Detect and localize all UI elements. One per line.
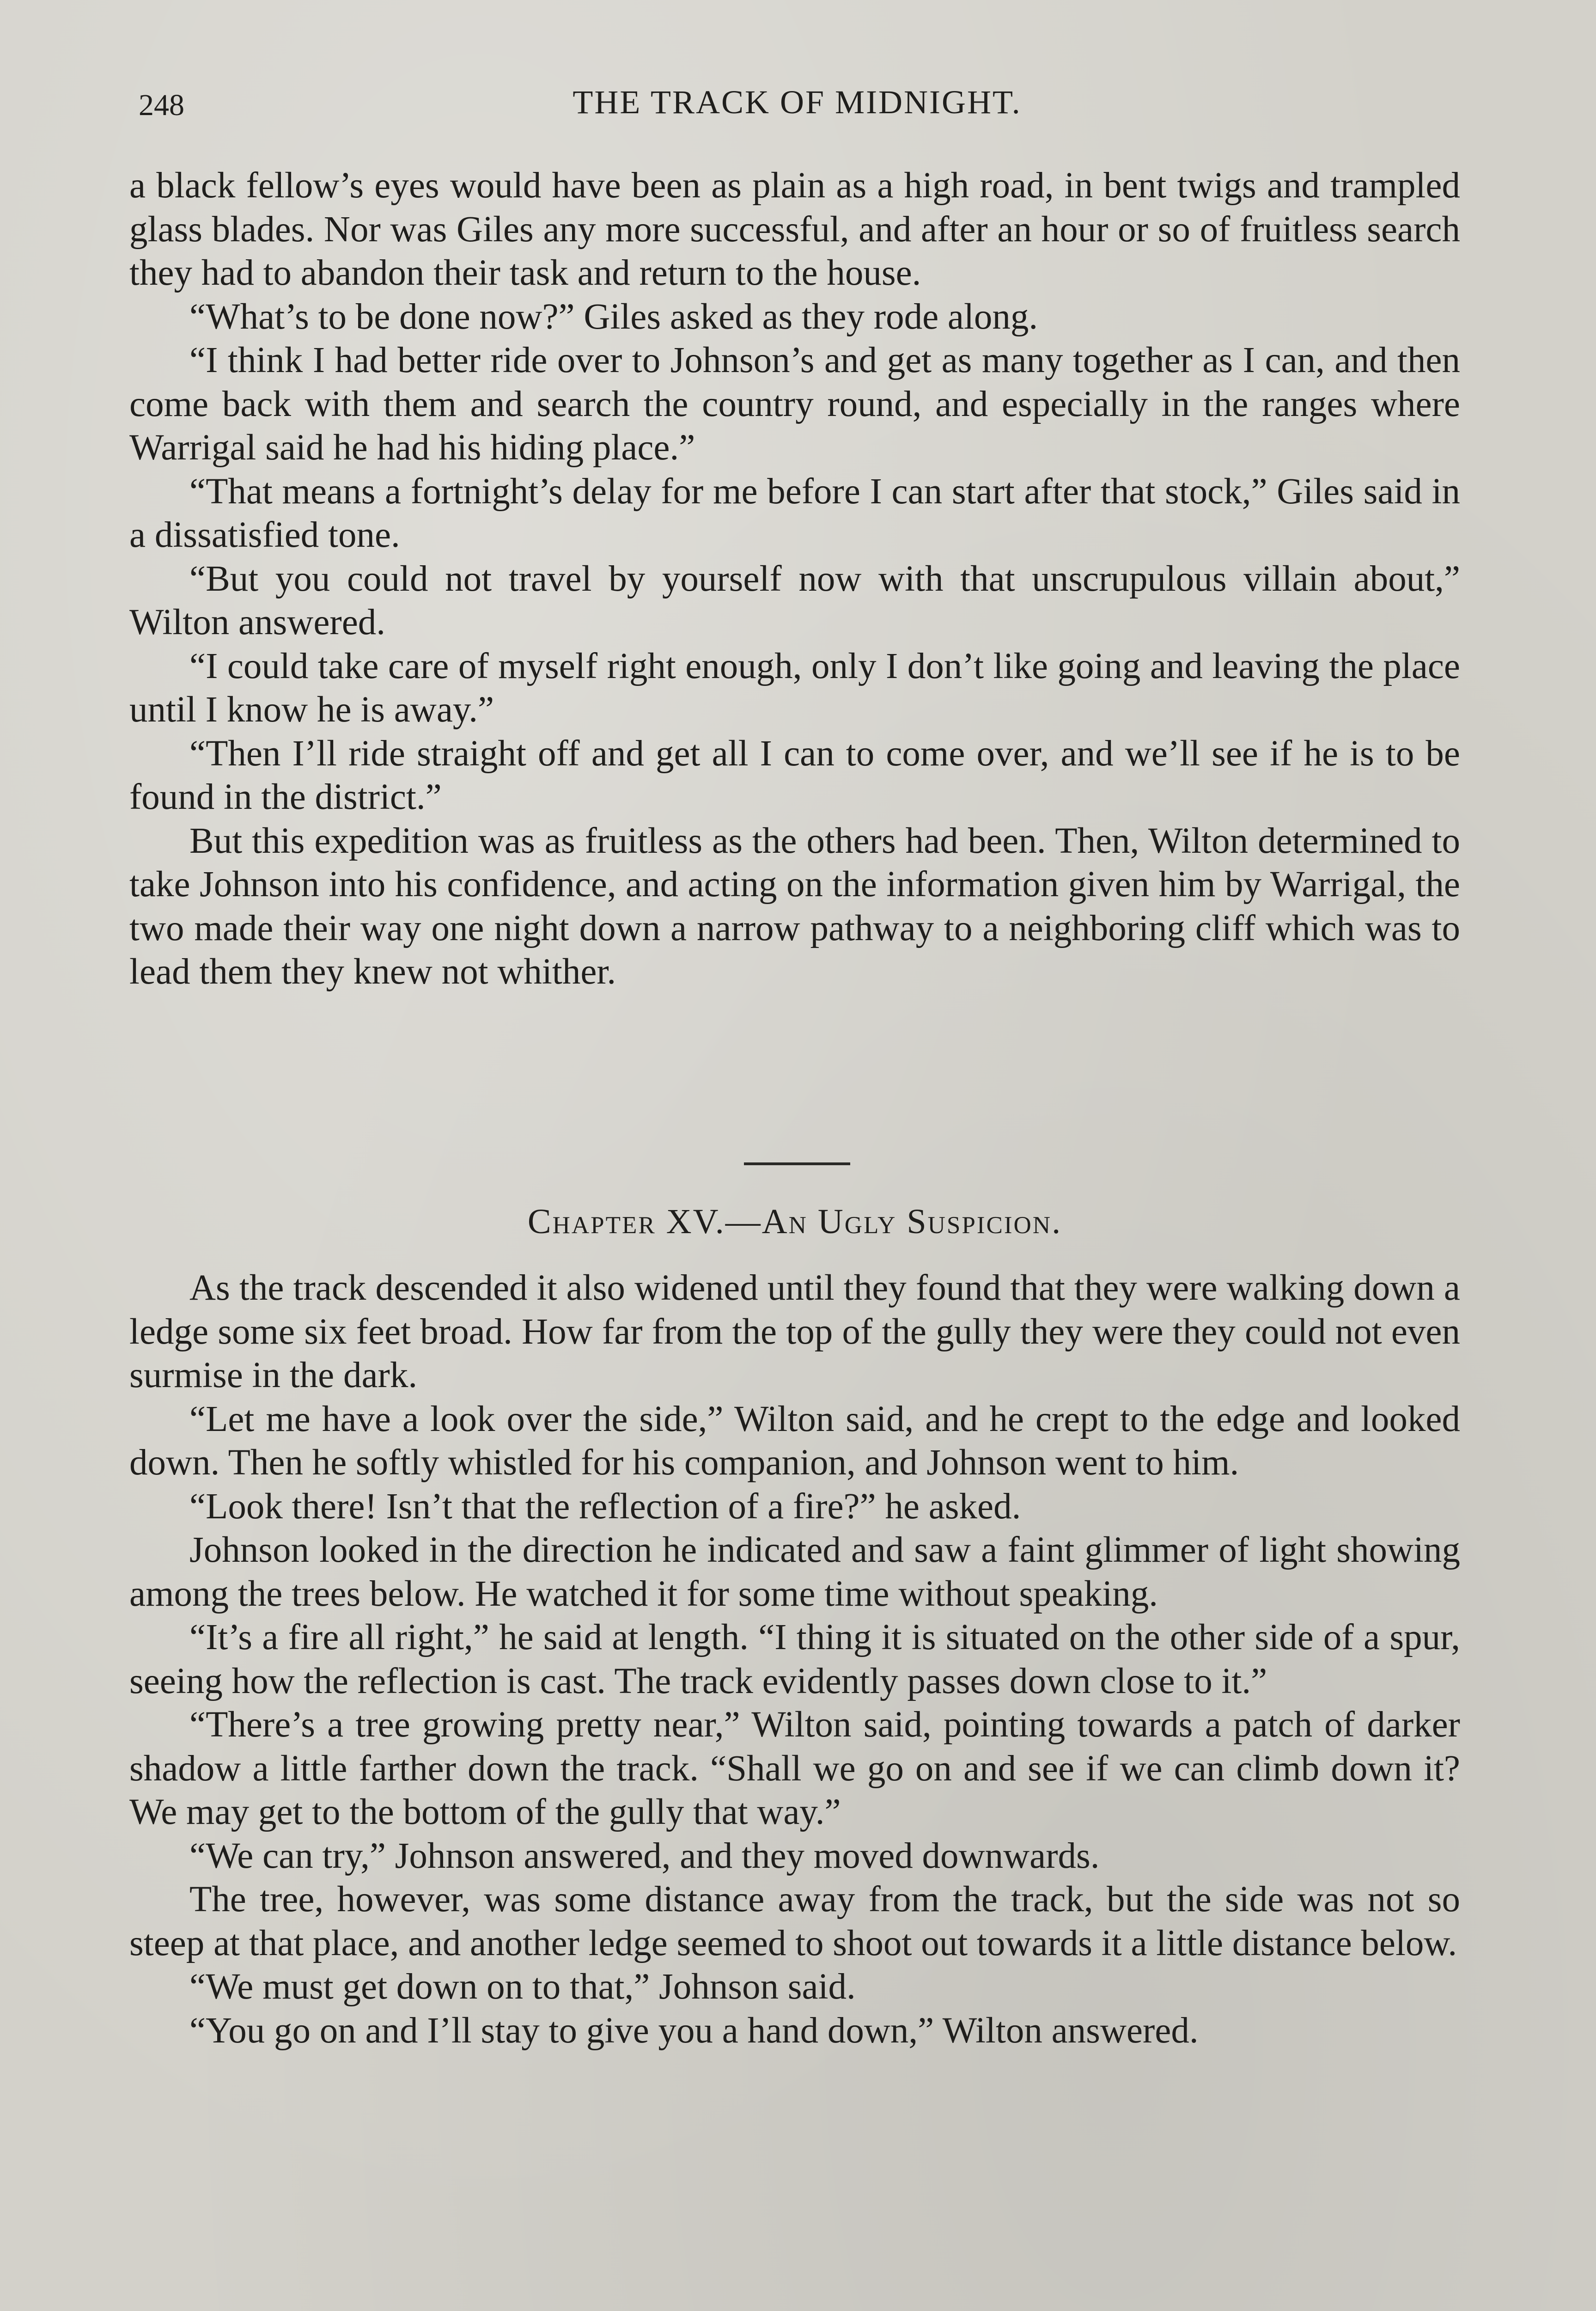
paragraph: “There’s a tree growing pretty near,” Wilton said, pointing towards a patch of darker shadow a little farther down the track. “Shall we go on and see if we can climb down it? We may get to the bottom of the gully that way.” bbox=[129, 1705, 1460, 1832]
paragraph: As the track descended it also widened until they found that they were walking down a ledge some six feet broad. How far from the top of the gully they were they could not even surmise in the dark. bbox=[129, 1268, 1460, 1395]
paragraph: “I could take care of myself right enough, only I don’t like going and leaving the place until I know he is away.” bbox=[129, 646, 1460, 730]
paragraph: “It’s a fire all right,” he said at length. “I thing it is situated on the other side of a spur, seeing how the reflection is cast. The track evidently passes down close to it.” bbox=[129, 1617, 1460, 1701]
paragraph: “That means a fortnight’s delay for me before I can start after that stock,” Giles said in a dissatisfied tone. bbox=[129, 471, 1460, 555]
paragraph: a black fellow’s eyes would have been as plain as a high road, in bent twigs and trampled glass blades. Nor was Giles any more successful, and after an hour or so of fruitless search they had to abandon their task and return to the house. bbox=[129, 165, 1460, 293]
paragraph: But this expedition was as fruitless as the others had been. Then, Wilton determined to take Johnson into his confidence, and acting on the information given him by Warrigal, the two made their way one night down a narrow pathway to a neighboring cliff which was to lead them they knew not whither. bbox=[129, 820, 1460, 992]
paragraph: “We can try,” Johnson answered, and they moved downwards. bbox=[189, 1835, 1100, 1876]
paragraph: “Look there! Isn’t that the reflection of a fire?” he asked. bbox=[189, 1486, 1021, 1527]
paragraph: The tree, however, was some distance away from the track, but the side was not so steep at that place, and another ledge seemed to shoot out towards it a little distance below. bbox=[129, 1879, 1460, 1963]
paragraph: “Then I’ll ride straight off and get all I can to come over, and we’ll see if he is to be found in the district.” bbox=[129, 733, 1460, 817]
running-title: THE TRACK OF MIDNIGHT. bbox=[573, 84, 1022, 121]
text-block-top bbox=[129, 164, 1460, 994]
text-block-bottom bbox=[129, 1266, 1460, 2053]
page-header bbox=[139, 83, 1456, 139]
page-number: 248 bbox=[139, 88, 184, 122]
paragraph: “Let me have a look over the side,” Wilton said, and he crept to the edge and looked down. Then he softly whistled for his companion, and Johnson went to him. bbox=[129, 1399, 1460, 1483]
paragraph: “What’s to be done now?” Giles asked as they rode along. bbox=[189, 296, 1038, 337]
paragraph: “I think I had better ride over to Johnson’s and get as many together as I can, and then come back with them and search the country round, and especially in the ranges where Warrigal said he had his hiding place.” bbox=[129, 340, 1460, 468]
paragraph: “We must get down on to that,” Johnson said. bbox=[189, 1967, 856, 2007]
paragraph: “But you could not travel by yourself now with that unscrupulous villain about,” Wilton answered. bbox=[129, 558, 1460, 642]
chapter-heading: Chapter XV.—An Ugly Suspicion. bbox=[527, 1202, 1062, 1241]
paragraph: Johnson looked in the direction he indicated and saw a faint glimmer of light showing among the trees below. He watched it for some time without speaking. bbox=[129, 1530, 1460, 1614]
paragraph: “You go on and I’ll stay to give you a hand down,” Wilton answered. bbox=[189, 2010, 1199, 2051]
section-divider bbox=[744, 1162, 850, 1165]
